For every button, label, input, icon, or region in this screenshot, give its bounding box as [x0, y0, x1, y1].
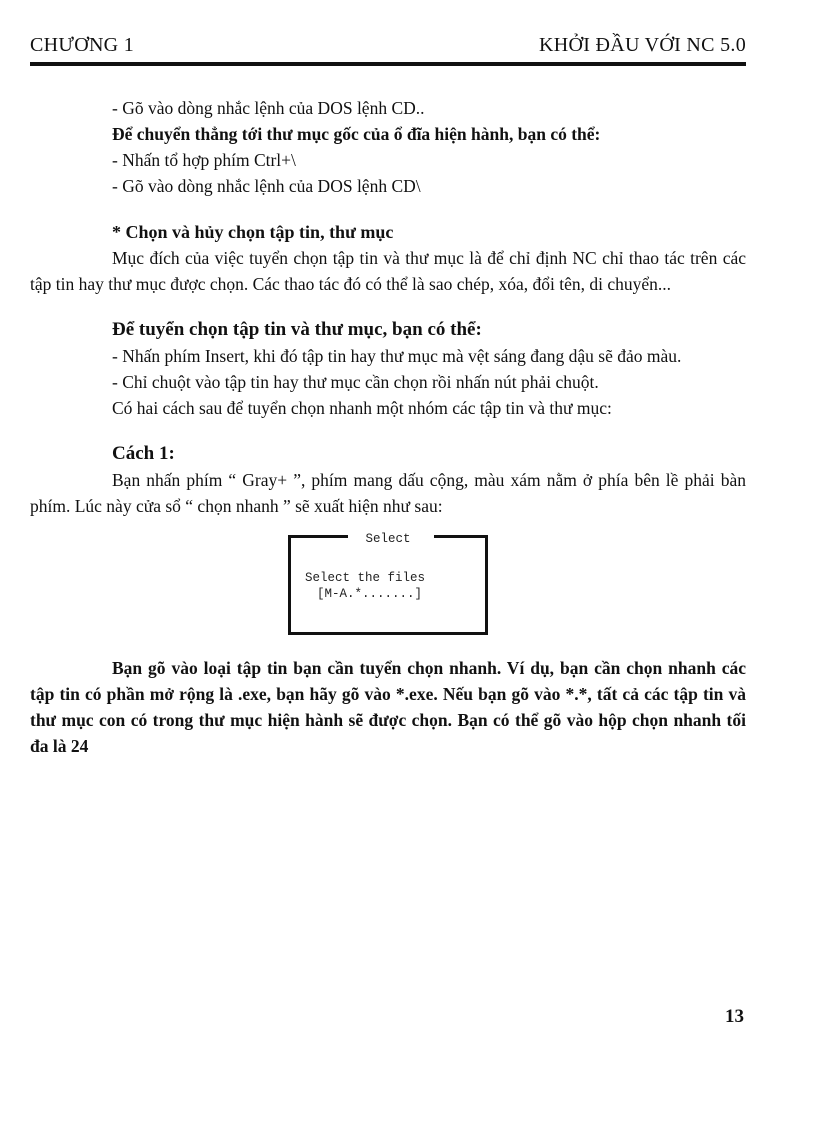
dialog-prompt: Select the files	[305, 571, 426, 585]
select-item-2: - Chỉ chuột vào tập tin hay thư mục cần chọn rồi nhấn nút phải chuột.	[112, 372, 599, 392]
dialog-input-mask: [M-A.*.......]	[317, 587, 423, 601]
chapter-label: CHƯƠNG 1	[30, 34, 135, 56]
dialog-title: Select	[365, 532, 411, 546]
page-body	[30, 95, 746, 759]
cd-line: - Gõ vào dòng nhắc lệnh của DOS lệnh CD..	[112, 98, 425, 118]
section-paragraph: Mục đích của việc tuyển chọn tập tin và thư mục là để chỉ định NC chỉ thao tác trên các tập tin hay thư mục được chọn. Các thao tác đó có thể là sao chép, xóa, đổi tên, di chuyển...	[30, 248, 746, 294]
method-paragraph: Bạn nhấn phím “ Gray+ ”, phím mang dấu cộng, màu xám nằm ở phía bên lề phải bàn phím. Lúc này cửa sổ “ chọn nhanh ” sẽ xuất hiện như sau:	[30, 470, 746, 516]
section-heading: * Chọn và hủy chọn tập tin, thư mục	[112, 222, 394, 242]
page-header	[30, 27, 746, 63]
select-item-1: - Nhấn phím Insert, khi đó tập tin hay thư mục mà vệt sáng đang dậu sẽ đảo màu.	[112, 346, 682, 366]
closing-paragraph: Bạn gõ vào loại tập tin bạn cần tuyển chọn nhanh. Ví dụ, bạn cần chọn nhanh các tập tin có phần mở rộng là .exe, bạn hãy gõ vào *.exe. Nếu bạn gõ vào *.*, tất cả các tập tin và thư mục con có trong thư mục hiện hành sẽ được chọn. Bạn có thể gõ vào hộp chọn nhanh tối đa là 24	[30, 658, 746, 756]
method-heading: Cách 1:	[112, 443, 175, 464]
quick-intro: Có hai cách sau để tuyển chọn nhanh một nhóm các tập tin và thư mục:	[112, 398, 612, 418]
root-item-1: - Nhấn tổ hợp phím Ctrl+\	[112, 150, 296, 170]
chapter-title: KHỞI ĐẦU VỚI NC 5.0	[539, 34, 746, 56]
header-rule	[30, 62, 746, 66]
select-dialog-figure	[30, 525, 746, 655]
select-heading: Để tuyển chọn tập tin và thư mục, bạn có thể:	[112, 319, 482, 340]
root-intro: Để chuyển thẳng tới thư mục gốc của ổ đĩa hiện hành, bạn có thể:	[112, 124, 601, 144]
select-dialog	[288, 532, 488, 635]
root-item-2: - Gõ vào dòng nhắc lệnh của DOS lệnh CD\	[112, 176, 421, 196]
page-number: 13	[725, 1006, 744, 1027]
